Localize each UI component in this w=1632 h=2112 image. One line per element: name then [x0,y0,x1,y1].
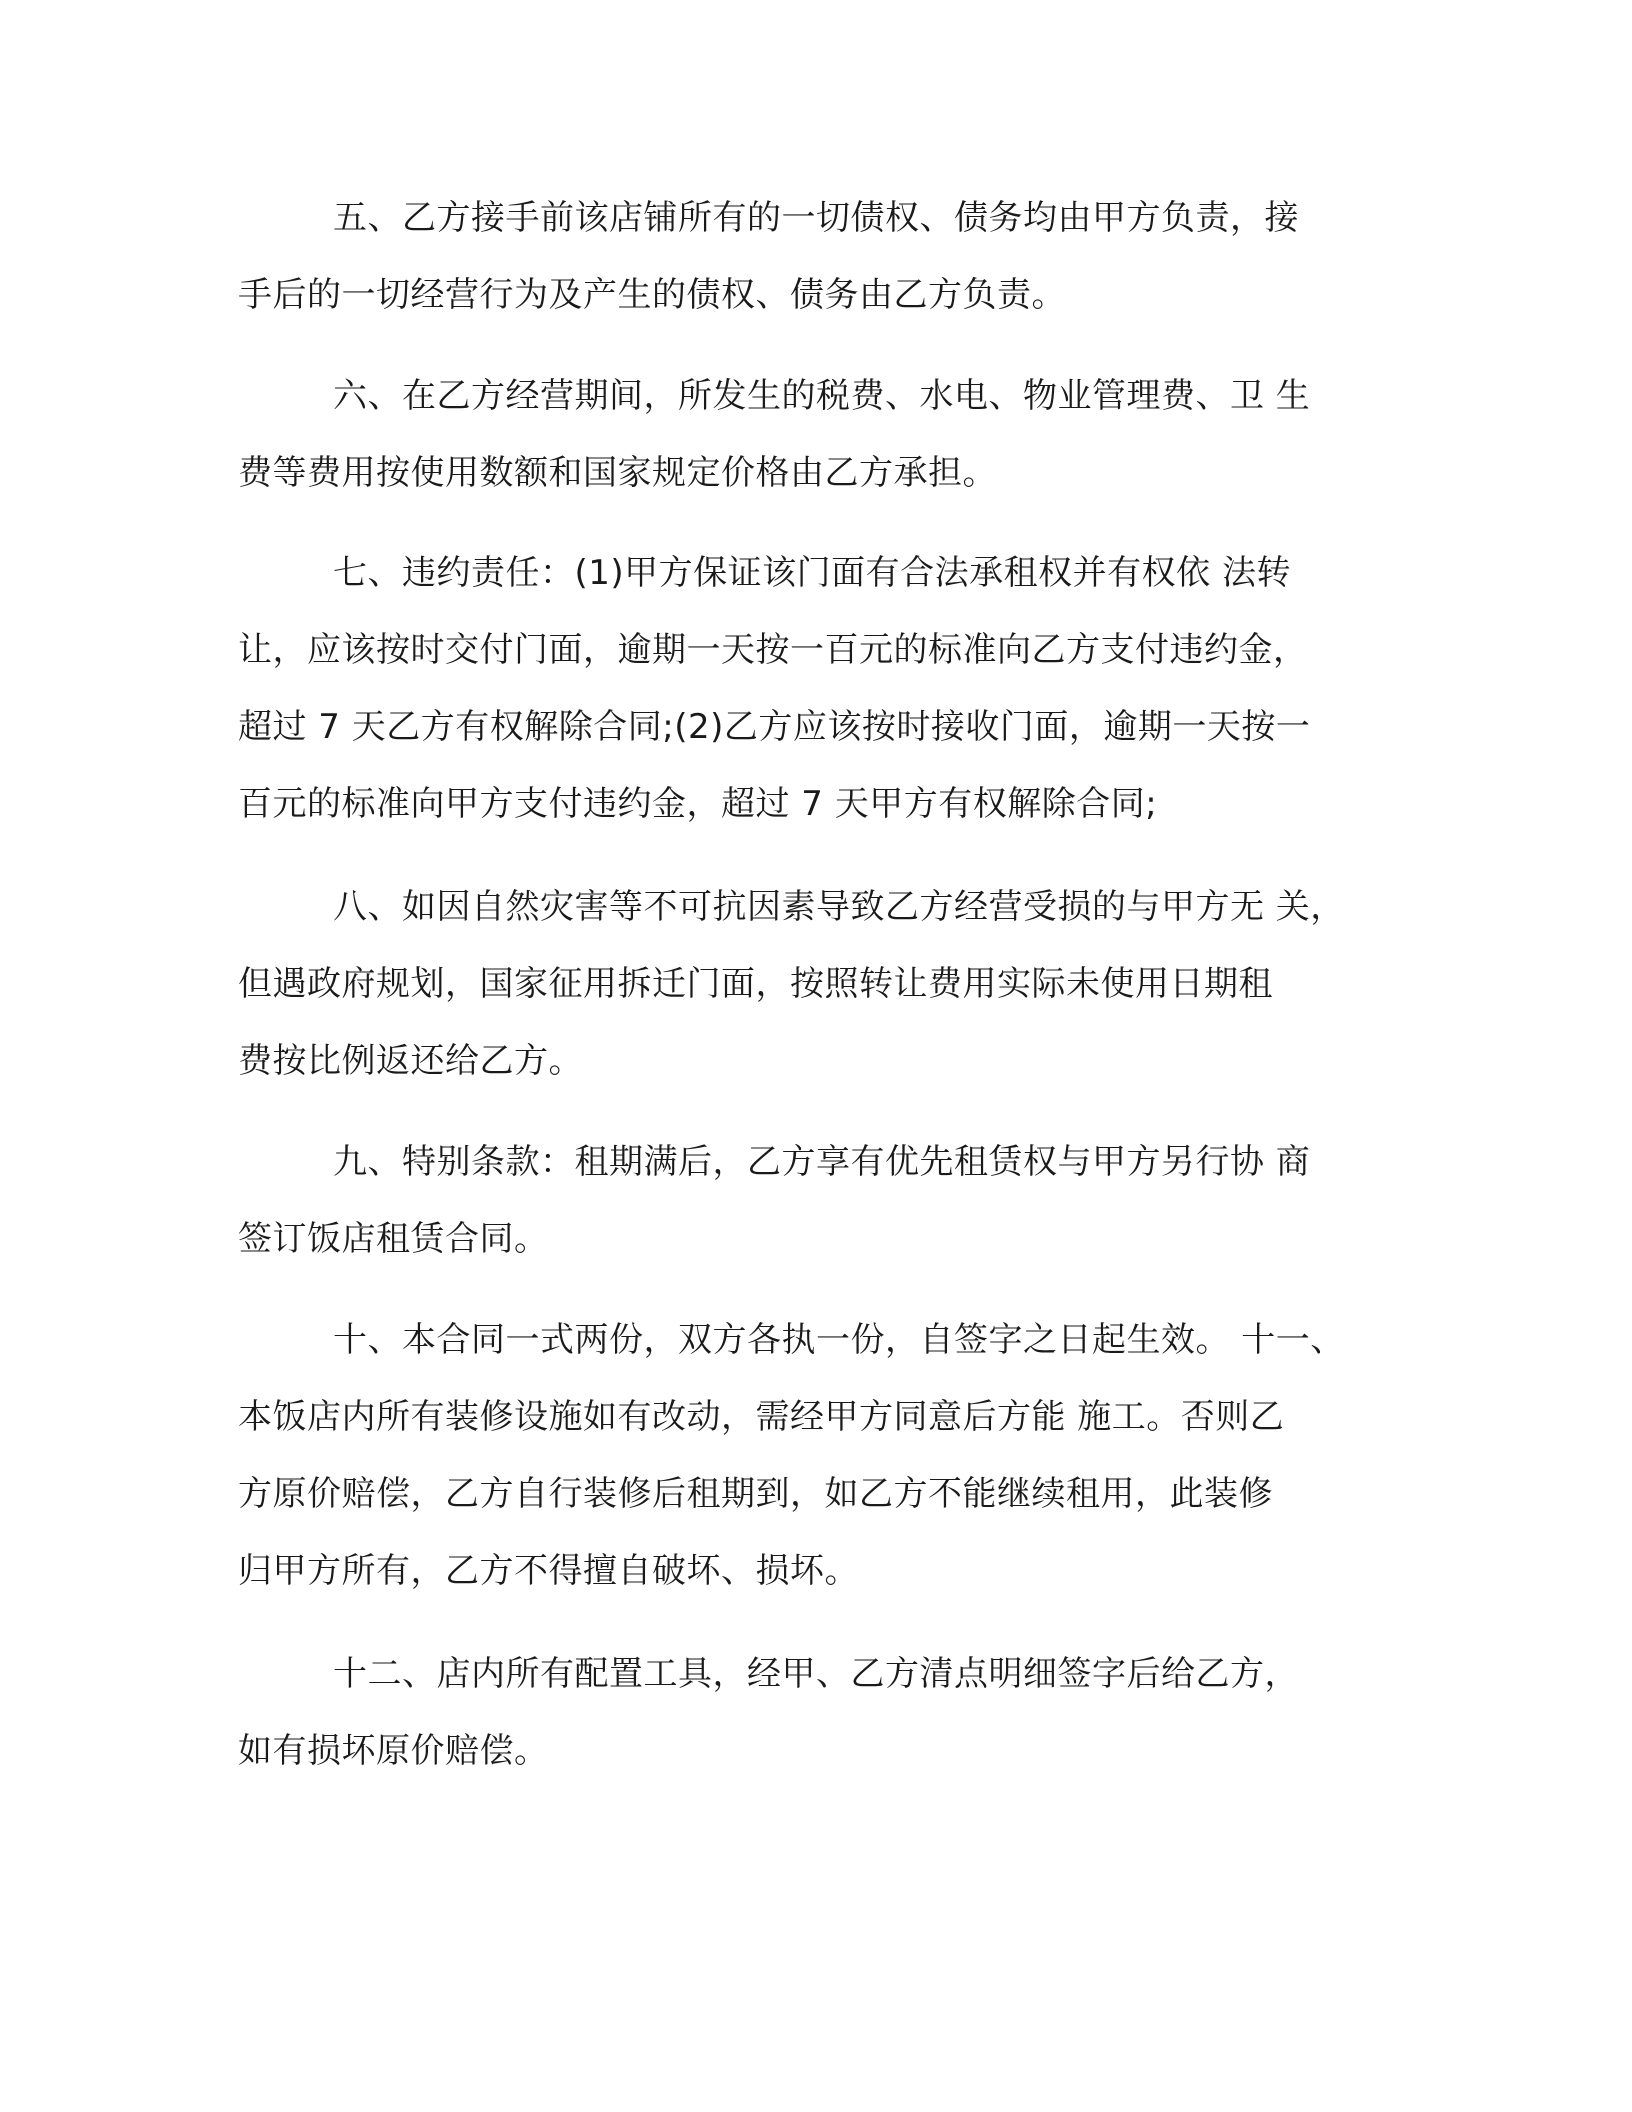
paragraph-8-line-3: 费按比例返还给乙方。 [238,1041,583,1081]
paragraph-10-line-2: 本饭店内所有装修设施如有改动，需经甲方同意后方能 施工。否则乙 [238,1397,1285,1437]
paragraph-8-line-1: 八、如因自然灾害等不可抗因素导致乙方经营受损的与甲方无 关， [333,887,1345,927]
paragraph-10-line-4: 归甲方所有，乙方不得擅自破坏、损坏。 [238,1551,859,1591]
paragraph-12-line-2: 如有损坏原价赔偿。 [238,1731,549,1771]
paragraph-10-line-3: 方原价赔偿，乙方自行装修后租期到，如乙方不能继续租用，此装修 [238,1474,1273,1514]
paragraph-7-line-4: 百元的标准向甲方支付违约金，超过 7 天甲方有权解除合同; [238,784,1158,824]
paragraph-9-line-2: 签订饭店租赁合同。 [238,1219,549,1259]
paragraph-5-line-2: 手后的一切经营行为及产生的债权、债务由乙方负责。 [238,275,1066,315]
paragraph-7-line-1: 七、违约责任：(1)甲方保证该门面有合法承租权并有权依 法转 [333,553,1291,593]
paragraph-12-line-1: 十二、店内所有配置工具，经甲、乙方清点明细签字后给乙方， [333,1654,1299,1694]
paragraph-6-line-2: 费等费用按使用数额和国家规定价格由乙方承担。 [238,453,997,493]
paragraph-7-line-2: 让，应该按时交付门面，逾期一天按一百元的标准向乙方支付违约金， [238,630,1308,670]
paragraph-7-line-3: 超过 7 天乙方有权解除合同;(2)乙方应该按时接收门面，逾期一天按一 [238,707,1311,747]
paragraph-6-line-1: 六、在乙方经营期间，所发生的税费、水电、物业管理费、卫 生 [333,376,1311,416]
paragraph-10-line-1: 十、本合同一式两份，双方各执一份，自签字之日起生效。 十一、 [333,1320,1345,1360]
paragraph-5-line-1: 五、乙方接手前该店铺所有的一切债权、债务均由甲方负责，接 [333,198,1299,238]
paragraph-8-line-2: 但遇政府规划，国家征用拆迁门面，按照转让费用实际未使用日期租 [238,964,1273,1004]
paragraph-9-line-1: 九、特别条款：租期满后，乙方享有优先租赁权与甲方另行协 商 [333,1142,1311,1182]
